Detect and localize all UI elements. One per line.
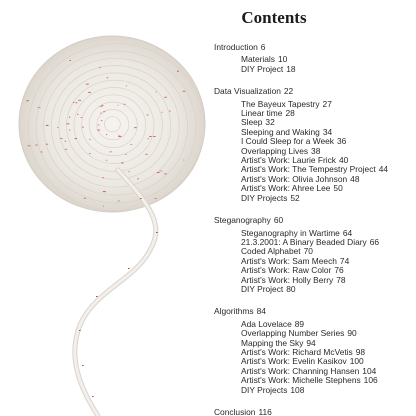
toc-section-heading (214, 408, 414, 416)
toc-entry (214, 238, 414, 247)
toc-entry-title: Artist's Work: Evelin Kasikov (241, 357, 347, 367)
toc-entry (214, 147, 414, 156)
toc-section (214, 87, 414, 203)
toc-entry-page-number: 48 (350, 174, 360, 184)
toc-entry-page-number: 28 (285, 109, 295, 119)
toc-entry-page-number: 52 (290, 193, 300, 203)
toc-entry-title: Mapping the Sky (241, 338, 304, 348)
table-of-contents (214, 43, 414, 416)
toc-entry-title: DIY Projects (241, 385, 288, 395)
toc-entry-title: Artist's Work: Sam Meech (241, 256, 337, 266)
toc-entry (214, 285, 414, 294)
toc-section (214, 216, 414, 294)
toc-entry-title: The Bayeux Tapestry (241, 99, 320, 109)
toc-entry (214, 55, 414, 64)
toc-section-heading-page-number: 116 (258, 408, 272, 416)
toc-entry-title: Artist's Work: Holly Berry (241, 275, 334, 285)
toc-entry-page-number: 64 (342, 228, 353, 238)
toc-entry-page-number: 76 (334, 266, 344, 276)
toc-entry-page-number: 34 (322, 127, 333, 137)
toc-entry-title: Artist's Work: Laurie Frick (241, 156, 336, 166)
toc-section (214, 307, 414, 395)
toc-section-heading-page-number: 22 (283, 87, 294, 97)
toc-entry-title: Coded Alphabet (241, 247, 301, 257)
toc-entry-title: Linear time (241, 109, 283, 119)
toc-section-heading-title: Introduction (214, 43, 258, 52)
toc-entry-page-number: 44 (378, 165, 389, 175)
toc-section-heading (214, 87, 414, 96)
toc-entry (214, 357, 414, 366)
toc-entry-page-number: 18 (286, 64, 296, 74)
toc-entry (214, 128, 414, 137)
toc-entry-page-number: 74 (339, 256, 350, 266)
toc-entry-page-number: 80 (286, 284, 296, 294)
toc-section-heading-title: Steganography (214, 216, 271, 226)
toc-entry-title: 21.3.2001: A Binary Beaded Diary (241, 237, 367, 247)
toc-entry-page-number: 40 (338, 156, 349, 166)
toc-entry (214, 165, 414, 174)
toc-section-heading (214, 43, 414, 52)
toc-entry-page-number: 108 (290, 385, 305, 395)
toc-section-heading-title: Data Visualization (214, 87, 281, 97)
toc-section-heading-page-number: 60 (273, 216, 284, 226)
toc-entry (214, 65, 414, 74)
toc-entry-page-number: 106 (363, 376, 378, 386)
toc-entry (214, 348, 414, 357)
toc-entry (214, 109, 414, 118)
toc-entry (214, 137, 414, 146)
toc-entry-title: Artist's Work: Michelle Stephens (241, 376, 361, 386)
toc-entry-page-number: 38 (311, 146, 321, 156)
toc-entry-title: DIY Project (241, 284, 284, 294)
toc-entry-title: DIY Projects (241, 193, 288, 203)
toc-section-heading-page-number: 84 (256, 307, 266, 317)
toc-entry-page-number: 27 (322, 99, 332, 109)
toc-section-heading-page-number: 6 (260, 43, 266, 52)
toc-entry-page-number: 50 (333, 184, 343, 194)
toc-entry-title: Materials (241, 55, 275, 65)
toc-entry-title: Artist's Work: Channing Hansen (241, 366, 360, 376)
toc-entry (214, 184, 414, 193)
toc-entry-title: Sleeping and Waking (241, 127, 320, 137)
toc-entry-page-number: 104 (362, 366, 377, 376)
toc-entry-title: Artist's Work: The Tempestry Project (241, 165, 376, 175)
toc-entry (214, 118, 414, 127)
toc-entry-title: Overlapping Number Series (241, 329, 345, 339)
toc-entry-title: Steganography in Wartime (241, 228, 340, 238)
toc-entry (214, 329, 414, 338)
toc-entry (214, 386, 414, 395)
toc-entry (214, 175, 414, 184)
toc-section-heading-title: Algorithms (214, 307, 254, 317)
toc-entry-page-number: 66 (369, 237, 380, 247)
toc-entry-title: Artist's Work: Ahree Lee (241, 184, 331, 194)
toc-entry (214, 376, 414, 385)
toc-entry (214, 367, 414, 376)
toc-section (214, 43, 414, 74)
toc-section-heading (214, 216, 414, 225)
toc-entry-page-number: 98 (355, 347, 366, 357)
toc-entry (214, 257, 414, 266)
toc-entry-page-number: 36 (336, 137, 347, 147)
toc-entry-page-number: 94 (306, 338, 316, 348)
toc-entry (214, 194, 414, 203)
toc-entry-title: DIY Project (241, 64, 284, 74)
toc-entry-page-number: 10 (277, 55, 288, 65)
toc-entry-title: I Could Sleep for a Week (241, 137, 334, 147)
toc-entry (214, 100, 414, 109)
toc-entry (214, 276, 414, 285)
toc-entry-title: Overlapping Lives (241, 146, 309, 156)
toc-entry (214, 266, 414, 275)
toc-section-heading-title: Conclusion (214, 408, 256, 416)
toc-entry (214, 339, 414, 348)
toc-entry-page-number: 78 (336, 275, 346, 285)
toc-entry (214, 320, 414, 329)
toc-entry (214, 229, 414, 238)
toc-entry-title: Artist's Work: Raw Color (241, 266, 332, 276)
toc-entry-title: Sleep (241, 118, 263, 128)
toc-entry-page-number: 90 (347, 329, 357, 339)
toc-entry-title: Ada Lovelace (241, 319, 292, 329)
toc-entry-page-number: 100 (349, 357, 364, 367)
toc-entry (214, 247, 414, 256)
toc-entry-title: Artist's Work: Richard McVetis (241, 347, 353, 357)
page-title: Contents (241, 8, 307, 27)
toc-section-heading (214, 307, 414, 316)
toc-section (214, 408, 414, 416)
toc-entry-title: Artist's Work: Olivia Johnson (241, 174, 348, 184)
toc-entry-page-number: 70 (303, 247, 313, 257)
toc-entry-page-number: 89 (294, 319, 305, 329)
toc-entry (214, 156, 414, 165)
toc-entry-page-number: 32 (265, 118, 275, 128)
